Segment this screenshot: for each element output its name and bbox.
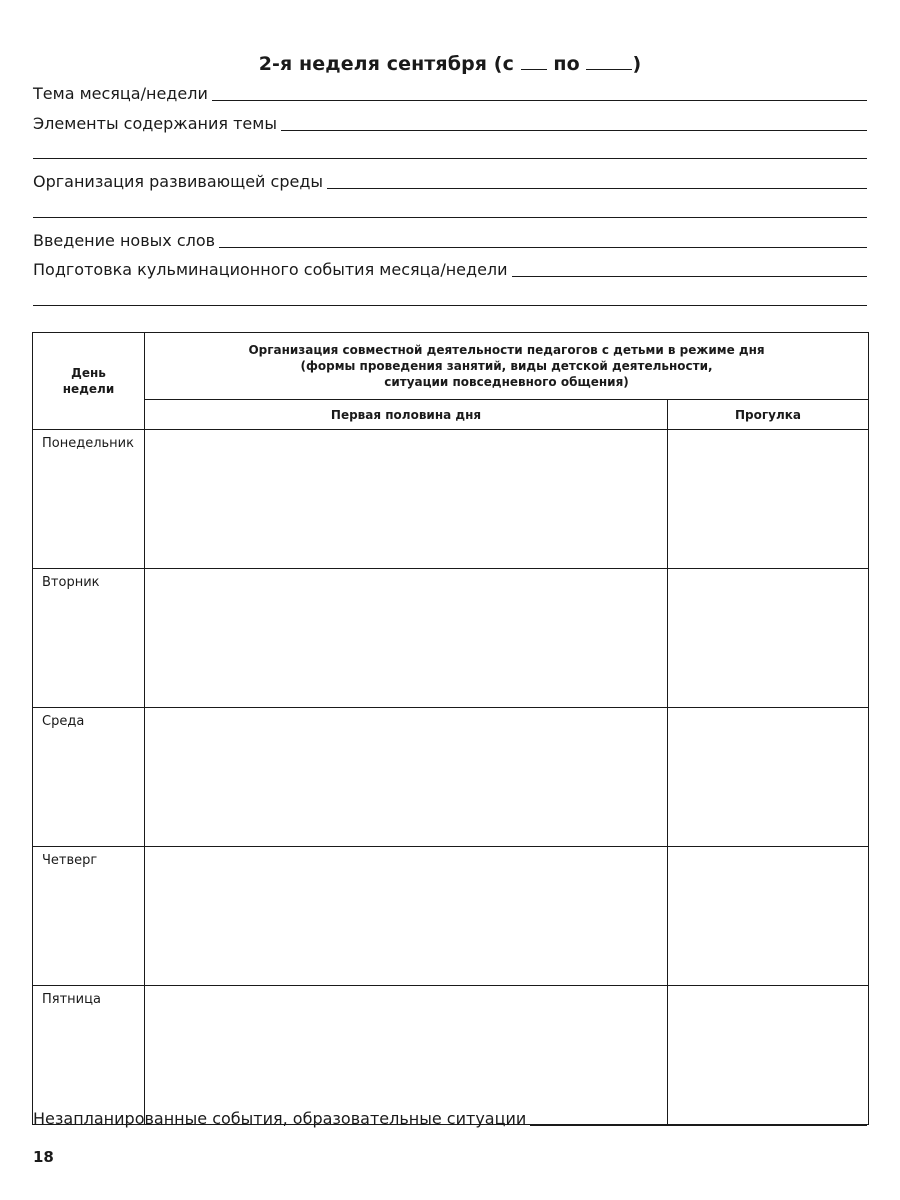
unplanned-events-label: Незапланированные события, образовательные ситуации (33, 1109, 527, 1128)
title-text-middle: по (553, 53, 580, 75)
table-row (33, 986, 869, 1125)
walk-cell[interactable] (668, 430, 869, 569)
day-label: Среда (33, 708, 145, 847)
date-to-blank[interactable] (586, 52, 632, 70)
first-half-cell[interactable] (145, 986, 668, 1125)
walk-header: Прогулка (668, 400, 869, 430)
day-label: Пятница (33, 986, 145, 1125)
environment-extra-line[interactable] (33, 217, 867, 218)
culmination-fill-line[interactable] (512, 276, 867, 277)
walk-cell[interactable] (668, 986, 869, 1125)
theme-label: Тема месяца/недели (33, 84, 208, 103)
content-elements-label: Элементы содержания темы (33, 114, 277, 133)
environment-field (33, 170, 867, 192)
title-text-end: ) (632, 53, 642, 75)
culmination-field (33, 258, 867, 280)
day-label: Четверг (33, 847, 145, 986)
new-words-fill-line[interactable] (219, 247, 867, 248)
new-words-label: Введение новых слов (33, 231, 216, 250)
culmination-label: Подготовка кульминационного события месяца/недели (33, 260, 508, 279)
day-label: Понедельник (33, 430, 145, 569)
walk-cell[interactable] (668, 847, 869, 986)
first-half-header: Первая половина дня (145, 400, 668, 430)
page-title (0, 52, 900, 75)
weekly-plan-table (32, 332, 869, 1125)
first-half-cell[interactable] (145, 708, 668, 847)
walk-cell[interactable] (668, 708, 869, 847)
content-elements-extra-line[interactable] (33, 158, 867, 159)
culmination-extra-line[interactable] (33, 305, 867, 306)
content-elements-field (33, 112, 867, 134)
environment-fill-line[interactable] (327, 188, 867, 189)
content-elements-fill-line[interactable] (281, 130, 867, 131)
table-row (33, 569, 869, 708)
day-label: Вторник (33, 569, 145, 708)
day-of-week-header-text: День недели (62, 366, 115, 396)
title-text-start: 2-я неделя сентября (с (258, 53, 514, 75)
table-row (33, 847, 869, 986)
environment-label: Организация развивающей среды (33, 172, 324, 191)
unplanned-events-fill-line[interactable] (530, 1125, 867, 1126)
walk-cell[interactable] (668, 569, 869, 708)
joint-activity-header: Организация совместной деятельности педагогов с детьми в режиме дня (формы проведения занятий, виды детской деятельности, ситуации повседневного общения) (145, 333, 869, 400)
table-row (33, 708, 869, 847)
theme-field (33, 82, 867, 104)
page-number: 18 (33, 1148, 54, 1166)
first-half-cell[interactable] (145, 847, 668, 986)
table-row (33, 430, 869, 569)
date-from-blank[interactable] (521, 52, 547, 70)
new-words-field (33, 229, 867, 251)
day-of-week-header (33, 333, 145, 430)
first-half-cell[interactable] (145, 430, 668, 569)
first-half-cell[interactable] (145, 569, 668, 708)
theme-fill-line[interactable] (212, 100, 867, 101)
unplanned-events-field (33, 1107, 867, 1129)
